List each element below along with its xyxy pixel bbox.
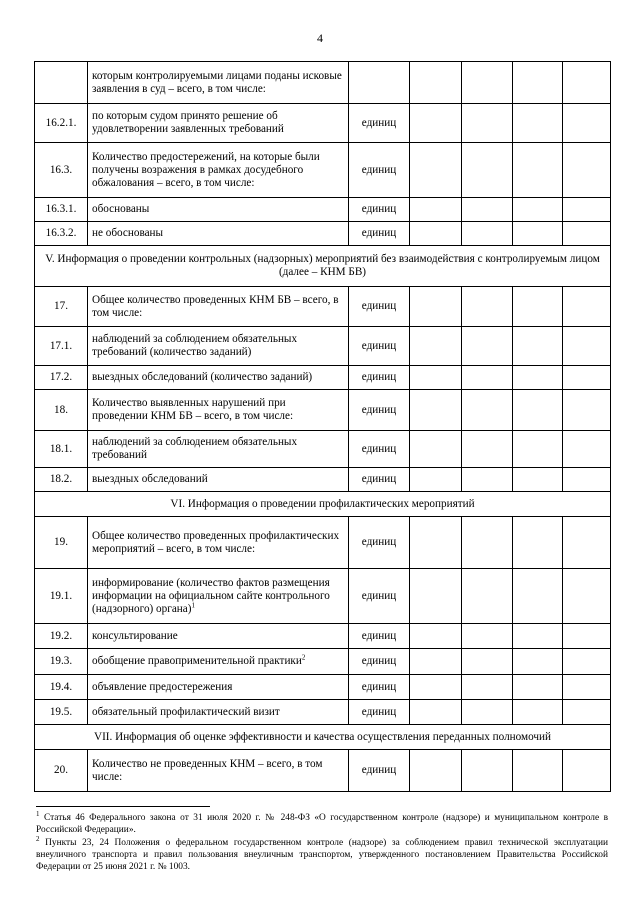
unit-of-measure: единиц <box>349 366 410 390</box>
value-cell <box>462 198 513 222</box>
indicator-text: обоснованы <box>92 203 150 215</box>
row-number: 19.2. <box>35 624 88 649</box>
value-cell <box>462 62 513 104</box>
footnote-mark: 1 <box>36 809 40 818</box>
value-cell <box>513 198 563 222</box>
unit-of-measure: единиц <box>349 104 410 143</box>
section-header-row <box>35 725 611 750</box>
row-number: 16.2.1. <box>35 104 88 143</box>
indicator-name <box>88 287 349 327</box>
table-row <box>35 675 611 700</box>
indicator-text: Количество предостережений, на которые были получены возражения в рамках досудебного обжалования – всего, в том числе: <box>92 150 320 189</box>
table-row <box>35 222 611 246</box>
value-cell <box>410 624 462 649</box>
value-cell <box>410 649 462 675</box>
value-cell <box>410 431 462 468</box>
value-cell <box>410 517 462 569</box>
table-row <box>35 198 611 222</box>
unit-of-measure: единиц <box>349 287 410 327</box>
unit-of-measure: единиц <box>349 431 410 468</box>
table-row <box>35 390 611 431</box>
value-cell <box>513 104 563 143</box>
row-number: 18.2. <box>35 468 88 492</box>
value-cell <box>513 624 563 649</box>
value-cell <box>513 143 563 198</box>
row-number: 17. <box>35 287 88 327</box>
value-cell <box>513 750 563 792</box>
unit-of-measure: единиц <box>349 569 410 624</box>
footnote-reference: 1 <box>191 600 195 609</box>
indicator-name <box>88 62 349 104</box>
footnote-1 <box>36 809 608 836</box>
section-title: VI. Информация о проведении профилактических мероприятий <box>35 492 611 517</box>
value-cell <box>410 750 462 792</box>
indicator-text: не обоснованы <box>92 227 164 239</box>
value-cell <box>513 62 563 104</box>
unit-of-measure: единиц <box>349 468 410 492</box>
footnote-text: Пункты 23, 24 Положения о федеральном государственном контроле (надзоре) за соблюдением правил технической эксплуатации внеуличного транспорта и правил пользования внеуличным транспортом, утвержденного постановлением Правительства Российской Федерации от 25 июня 2021 г. № 1003. <box>36 838 608 872</box>
indicator-text: Общее количество проведенных профилактических мероприятий – всего, в том числе: <box>92 529 340 555</box>
value-cell <box>513 390 563 431</box>
row-number: 17.2. <box>35 366 88 390</box>
indicator-text: выездных обследований (количество заданий) <box>92 371 313 383</box>
indicator-text: Количество не проведенных КНМ – всего, в том числе: <box>92 757 323 783</box>
unit-of-measure: единиц <box>349 675 410 700</box>
indicator-name <box>88 431 349 468</box>
row-number: 19. <box>35 517 88 569</box>
indicator-name <box>88 198 349 222</box>
value-cell <box>462 143 513 198</box>
indicator-name <box>88 700 349 725</box>
footnotes <box>36 809 608 874</box>
value-cell <box>563 62 611 104</box>
indicator-name <box>88 222 349 246</box>
value-cell <box>513 517 563 569</box>
indicator-text: которым контролируемыми лицами поданы исковые заявления в суд – всего, в том числе: <box>92 69 342 95</box>
indicator-name <box>88 468 349 492</box>
indicator-name <box>88 104 349 143</box>
value-cell <box>563 517 611 569</box>
value-cell <box>410 366 462 390</box>
value-cell <box>462 104 513 143</box>
row-number: 18. <box>35 390 88 431</box>
indicator-name <box>88 569 349 624</box>
value-cell <box>410 62 462 104</box>
value-cell <box>513 569 563 624</box>
unit-of-measure <box>349 62 410 104</box>
value-cell <box>563 750 611 792</box>
indicator-text: наблюдений за соблюдением обязательных требований <box>92 436 298 461</box>
table-row <box>35 750 611 792</box>
value-cell <box>513 675 563 700</box>
value-cell <box>563 366 611 390</box>
value-cell <box>513 366 563 390</box>
indicator-text: объявление предостережения <box>92 680 233 693</box>
value-cell <box>462 366 513 390</box>
value-cell <box>563 287 611 327</box>
value-cell <box>462 327 513 366</box>
value-cell <box>513 431 563 468</box>
value-cell <box>410 327 462 366</box>
unit-of-measure: единиц <box>349 624 410 649</box>
value-cell <box>563 675 611 700</box>
unit-of-measure: единиц <box>349 700 410 725</box>
row-number: 19.4. <box>35 675 88 700</box>
value-cell <box>513 287 563 327</box>
row-number: 17.1. <box>35 327 88 366</box>
indicator-text: по которым судом принято решение об удовлетворении заявленных требований <box>92 110 284 135</box>
indicator-name <box>88 517 349 569</box>
unit-of-measure: единиц <box>349 517 410 569</box>
value-cell <box>462 517 513 569</box>
indicator-name <box>88 649 349 675</box>
value-cell <box>563 222 611 246</box>
page-number: 4 <box>317 31 323 45</box>
value-cell <box>462 649 513 675</box>
value-cell <box>462 468 513 492</box>
value-cell <box>462 624 513 649</box>
row-number: 19.3. <box>35 649 88 675</box>
value-cell <box>563 198 611 222</box>
table-row <box>35 569 611 624</box>
value-cell <box>563 569 611 624</box>
value-cell <box>462 222 513 246</box>
footnote-mark: 2 <box>36 834 40 843</box>
row-number: 19.1. <box>35 569 88 624</box>
value-cell <box>513 222 563 246</box>
indicator-text: обязательный профилактический визит <box>92 705 280 718</box>
value-cell <box>462 287 513 327</box>
unit-of-measure: единиц <box>349 143 410 198</box>
value-cell <box>410 198 462 222</box>
report-table <box>34 61 611 792</box>
value-cell <box>462 431 513 468</box>
indicator-name <box>88 675 349 700</box>
table-row <box>35 143 611 198</box>
unit-of-measure: единиц <box>349 390 410 431</box>
indicator-text: консультирование <box>92 629 178 642</box>
footnote-2 <box>36 834 608 873</box>
value-cell <box>563 143 611 198</box>
value-cell <box>462 700 513 725</box>
value-cell <box>410 700 462 725</box>
value-cell <box>410 143 462 198</box>
value-cell <box>513 700 563 725</box>
table-row <box>35 700 611 725</box>
row-number: 16.3. <box>35 143 88 198</box>
unit-of-measure: единиц <box>349 649 410 675</box>
value-cell <box>462 569 513 624</box>
table-row <box>35 327 611 366</box>
value-cell <box>563 104 611 143</box>
unit-of-measure: единиц <box>349 327 410 366</box>
indicator-name <box>88 327 349 366</box>
table-row <box>35 62 611 104</box>
section-header-row <box>35 246 611 287</box>
row-number: 16.3.1. <box>35 198 88 222</box>
indicator-text: информирование (количество фактов размещения информации на официальном сайте контрольного (надзорного) органа) <box>92 576 330 615</box>
value-cell <box>513 468 563 492</box>
unit-of-measure: единиц <box>349 222 410 246</box>
report-table-body <box>35 62 611 792</box>
table-row <box>35 468 611 492</box>
table-row <box>35 366 611 390</box>
row-number <box>35 62 88 104</box>
indicator-name <box>88 624 349 649</box>
value-cell <box>462 675 513 700</box>
indicator-name <box>88 366 349 390</box>
row-number: 18.1. <box>35 431 88 468</box>
value-cell <box>563 431 611 468</box>
value-cell <box>462 390 513 431</box>
value-cell <box>563 468 611 492</box>
indicator-name <box>88 390 349 431</box>
value-cell <box>563 624 611 649</box>
indicator-name <box>88 750 349 792</box>
indicator-name <box>88 143 349 198</box>
table-row <box>35 517 611 569</box>
unit-of-measure: единиц <box>349 198 410 222</box>
value-cell <box>410 104 462 143</box>
value-cell <box>410 468 462 492</box>
section-title: VII. Информация об оценке эффективности и качества осуществления переданных полномочий <box>35 725 611 750</box>
value-cell <box>410 287 462 327</box>
footnote-reference: 2 <box>301 653 306 662</box>
table-row <box>35 287 611 327</box>
value-cell <box>563 390 611 431</box>
indicator-text: выездных обследований <box>92 473 208 485</box>
footnote-separator <box>36 806 210 807</box>
table-row <box>35 104 611 143</box>
footnote-text: Статья 46 Федерального закона от 31 июля 2020 г. № 248-ФЗ «О государственном контроле (надзоре) и муниципальном контроле в Российской Федерации». <box>36 813 608 835</box>
table-row <box>35 431 611 468</box>
row-number: 19.5. <box>35 700 88 725</box>
table-row <box>35 649 611 675</box>
section-title: V. Информация о проведении контрольных (надзорных) мероприятий без взаимодействия с контролируемым лицом (далее – КНМ БВ) <box>35 246 611 287</box>
value-cell <box>563 327 611 366</box>
row-number: 20. <box>35 750 88 792</box>
indicator-text: наблюдений за соблюдением обязательных требований (количество заданий) <box>92 333 298 358</box>
section-header-row <box>35 492 611 517</box>
indicator-text: обобщение правоприменительной практики <box>92 655 302 667</box>
indicator-text: Количество выявленных нарушений при проведении КНМ БВ – всего, в том числе: <box>92 397 294 422</box>
row-number: 16.3.2. <box>35 222 88 246</box>
value-cell <box>410 222 462 246</box>
value-cell <box>410 675 462 700</box>
indicator-text: Общее количество проведенных КНМ БВ – всего, в том числе: <box>92 293 339 319</box>
value-cell <box>462 750 513 792</box>
table-row <box>35 624 611 649</box>
value-cell <box>410 569 462 624</box>
value-cell <box>513 649 563 675</box>
value-cell <box>563 700 611 725</box>
value-cell <box>513 327 563 366</box>
value-cell <box>410 390 462 431</box>
unit-of-measure: единиц <box>349 750 410 792</box>
value-cell <box>563 649 611 675</box>
